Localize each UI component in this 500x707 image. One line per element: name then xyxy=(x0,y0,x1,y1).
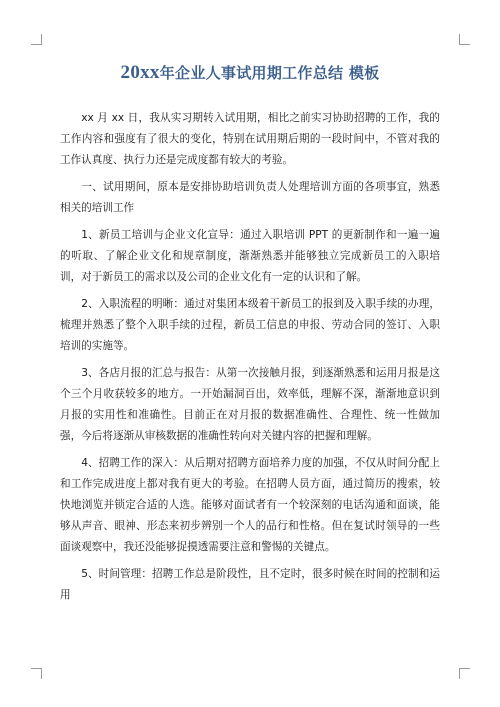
paragraph-item-5: 5、时间管理：招聘工作总是阶段性，且不定时，很多时候在时间的控制和运用 xyxy=(60,568,440,601)
paragraph-section-1: 一、试用期间，原本是安排协助培训负责人处理培训方面的各项事宜，熟悉相关的培训工作 xyxy=(60,181,440,214)
paragraph-item-4: 4、招聘工作的深入：从后期对招聘方面培养力度的加强，不仅从时间分配上和工作完成进度上都对我有更大的考验。在招聘人员方面，通过简历的搜索，较快地浏览并锁定合适的人选。能够对面试者有一个较深刻的电话沟通和面谈，能够从声音、眼神、形态来初步辨别一个人的品行和性格。但在复试时领导的一些面谈观察中，我还没能够捉摸透需要注意和警惕的关键点。 xyxy=(60,457,440,553)
paragraph-item-2: 2、入职流程的明晰：通过对集团本级着干新员工的报到及入职手续的办理，梳理并熟悉了整个入职手续的过程，新员工信息的申报、劳动合同的签订、入职培训的实施等。 xyxy=(60,298,440,352)
crop-mark-bottom-left xyxy=(31,668,42,679)
crop-mark-top-right xyxy=(459,34,470,45)
crop-mark-top-left xyxy=(31,34,42,45)
paragraph-intro: xx 月 xx 日，我从实习期转入试用期，相比之前实习协助招聘的工作，我的工作内容和强度有了很大的变化，特别在试用期后期的一段时间中，不管对我的工作认真度、执行力还是完成度都有较大的考验。 xyxy=(60,112,440,166)
document-body xyxy=(60,108,440,606)
crop-mark-bottom-right xyxy=(459,668,470,679)
paragraph-item-1: 1、新员工培训与企业文化宣导：通过入职培训 PPT 的更新制作和一遍一遍的听取、了解企业文化和规章制度，渐渐熟悉并能够独立完成新员工的入职培训，对于新员工的需求以及公司的企业文化有一定的认识和了解。 xyxy=(60,229,440,283)
title-year: 20xx xyxy=(120,62,160,83)
title-text: 年企业人事试用期工作总结 模板 xyxy=(159,64,380,82)
paragraph-item-3: 3、各店月报的汇总与报告：从第一次接触月报，到逐渐熟悉和运用月报是这个三个月收获较多的地方。一开始漏洞百出，效率低，理解不深，渐渐地意识到月报的实用性和准确性。目前正在对月报的数据准确性、合理性、统一性做加强，今后将逐渐从审核数据的准确性转向对关键内容的把握和理解。 xyxy=(60,367,440,442)
page-title xyxy=(0,62,500,84)
